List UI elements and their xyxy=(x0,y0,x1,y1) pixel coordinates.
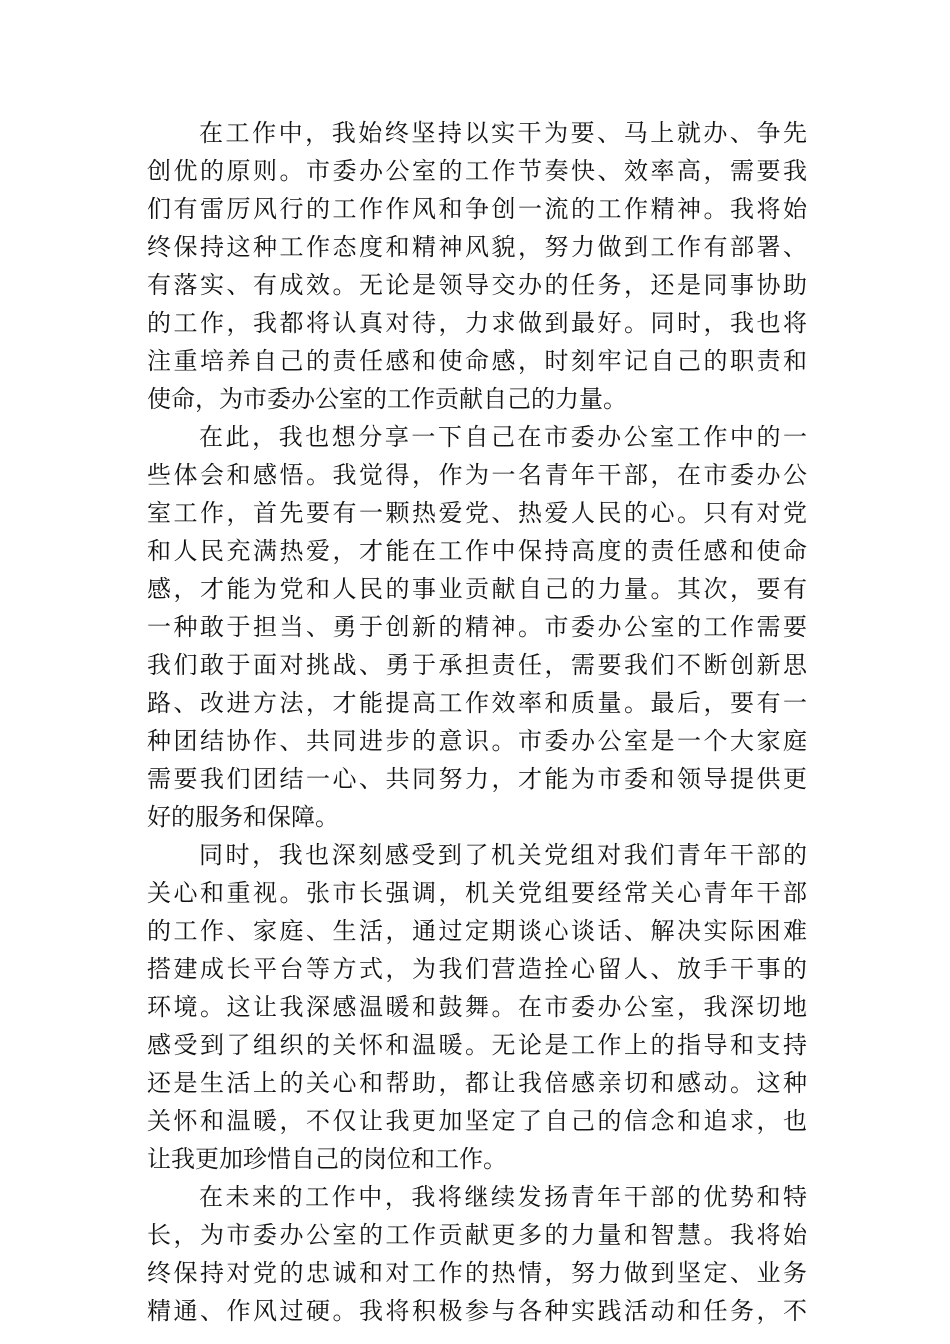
text-line: 我们敢于面对挑战、勇于承担责任，需要我们不断创新思 xyxy=(147,651,807,679)
text-line: 感，才能为党和人民的事业贡献自己的力量。其次，要有 xyxy=(147,575,807,603)
text-line: 终保持对党的忠诚和对工作的热情，努力做到坚定、业务 xyxy=(147,1259,807,1287)
text-line: 使命，为市委办公室的工作贡献自己的力量。 xyxy=(147,385,627,413)
text-line: 关心和重视。张市长强调，机关党组要经常关心青年干部 xyxy=(147,879,807,907)
document-page xyxy=(147,114,807,1330)
text-line: 长，为市委办公室的工作贡献更多的力量和智慧。我将始 xyxy=(147,1221,807,1249)
paragraph-4 xyxy=(147,1178,807,1330)
text-line: 些体会和感悟。我觉得，作为一名青年干部，在市委办公 xyxy=(147,461,807,489)
text-line: 一种敢于担当、勇于创新的精神。市委办公室的工作需要 xyxy=(147,613,807,641)
paragraph-2 xyxy=(147,418,807,836)
text-line: 在工作中，我始终坚持以实干为要、马上就办、争先 xyxy=(199,119,807,147)
text-line: 种团结协作、共同进步的意识。市委办公室是一个大家庭 xyxy=(147,727,807,755)
text-line: 让我更加珍惜自己的岗位和工作。 xyxy=(147,1145,507,1173)
text-line: 室工作，首先要有一颗热爱党、热爱人民的心。只有对党 xyxy=(147,499,807,527)
text-line: 还是生活上的关心和帮助，都让我倍感亲切和感动。这种 xyxy=(147,1069,807,1097)
text-line: 终保持这种工作态度和精神风貌，努力做到工作有部署、 xyxy=(147,233,807,261)
text-line: 同时，我也深刻感受到了机关党组对我们青年干部的 xyxy=(199,841,807,869)
text-line: 好的服务和保障。 xyxy=(147,803,339,831)
text-line: 有落实、有成效。无论是领导交办的任务，还是同事协助 xyxy=(147,271,807,299)
text-line: 在未来的工作中，我将继续发扬青年干部的优势和特 xyxy=(199,1183,807,1211)
text-line: 搭建成长平台等方式，为我们营造拴心留人、放手干事的 xyxy=(147,955,807,983)
text-line: 需要我们团结一心、共同努力，才能为市委和领导提供更 xyxy=(147,765,807,793)
text-line: 的工作，我都将认真对待，力求做到最好。同时，我也将 xyxy=(147,309,807,337)
text-line: 创优的原则。市委办公室的工作节奏快、效率高，需要我 xyxy=(147,157,807,185)
paragraph-1 xyxy=(147,114,807,418)
text-line: 精通、作风过硬。我将积极参与各种实践活动和任务，不 xyxy=(147,1297,807,1325)
text-line: 路、改进方法，才能提高工作效率和质量。最后，要有一 xyxy=(147,689,807,717)
text-line: 和人民充满热爱，才能在工作中保持高度的责任感和使命 xyxy=(147,537,807,565)
text-line: 环境。这让我深感温暖和鼓舞。在市委办公室，我深切地 xyxy=(147,993,807,1021)
text-line: 的工作、家庭、生活，通过定期谈心谈话、解决实际困难 xyxy=(147,917,807,945)
text-line: 在此，我也想分享一下自己在市委办公室工作中的一 xyxy=(199,423,807,451)
text-line: 关怀和温暖，不仅让我更加坚定了自己的信念和追求，也 xyxy=(147,1107,807,1135)
text-line: 感受到了组织的关怀和温暖。无论是工作上的指导和支持 xyxy=(147,1031,807,1059)
paragraph-3 xyxy=(147,836,807,1178)
text-line: 注重培养自己的责任感和使命感，时刻牢记自己的职责和 xyxy=(147,347,807,375)
text-line: 们有雷厉风行的工作作风和争创一流的工作精神。我将始 xyxy=(147,195,807,223)
